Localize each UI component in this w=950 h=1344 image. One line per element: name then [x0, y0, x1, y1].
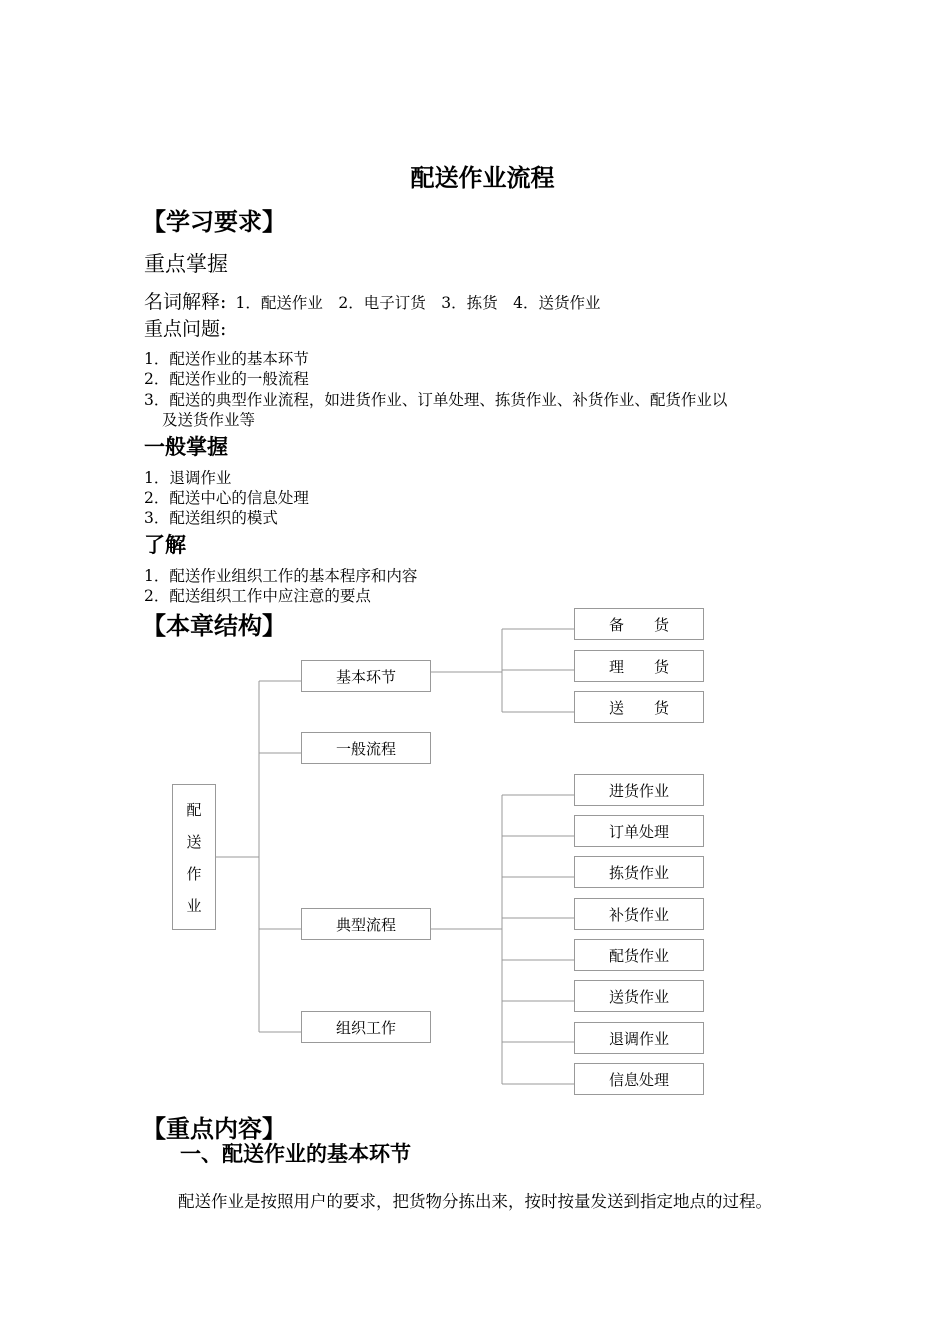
key-question-item: 3．配送的典型作业流程，如进货作业、订单处理、拣货作业、补货作业、配货作业以 [144, 391, 728, 409]
diagram-node-organization: 组织工作 [301, 1011, 431, 1043]
diagram-leaf-typical: 配货作业 [574, 939, 704, 971]
diagram-node-basic: 基本环节 [301, 660, 431, 692]
general-item: 2．配送中心的信息处理 [144, 489, 309, 507]
diagram-leaf-typical: 送货作业 [574, 980, 704, 1012]
terms-label: 名词解释: [144, 291, 227, 313]
terms-text: 1．配送作业 2．电子订货 3．拣货 4．送货作业 [235, 294, 601, 312]
diagram-root-char: 作 [186, 864, 202, 883]
diagram-root-box [172, 784, 216, 930]
subheading-general-mastery: 一般掌握 [144, 435, 228, 459]
diagram-leaf-typical: 信息处理 [574, 1063, 704, 1095]
diagram-leaf-typical: 进货作业 [574, 774, 704, 806]
subheading-basic-links: 一、配送作业的基本环节 [180, 1142, 411, 1166]
diagram-leaf-typical: 订单处理 [574, 815, 704, 847]
diagram-node-typical: 典型流程 [301, 908, 431, 940]
subheading-understand: 了解 [144, 533, 186, 557]
understand-item: 2．配送组织工作中应注意的要点 [144, 587, 371, 605]
page-title: 配送作业流程 [410, 164, 555, 192]
diagram-leaf-typical: 拣货作业 [574, 856, 704, 888]
key-questions-label: 重点问题: [144, 318, 227, 340]
diagram-leaf-typical: 退调作业 [574, 1022, 704, 1054]
diagram-root-char: 业 [186, 896, 202, 915]
key-question-item: 1．配送作业的基本环节 [144, 350, 309, 368]
section-heading-key-content: 【重点内容】 [142, 1115, 286, 1143]
diagram-leaf-deliver: 送 货 [574, 691, 704, 723]
understand-item: 1．配送作业组织工作的基本程序和内容 [144, 567, 418, 585]
diagram-root-char: 配 [186, 800, 202, 819]
section-heading-requirements: 【学习要求】 [142, 208, 286, 236]
paragraph-text: 配送作业是按照用户的要求，把货物分拣出来，按时按量发送到指定地点的过程。 [178, 1192, 772, 1211]
diagram-leaf-sort: 理 货 [574, 650, 704, 682]
subheading-key-mastery: 重点掌握 [144, 252, 228, 276]
key-question-item: 2．配送作业的一般流程 [144, 370, 309, 388]
diagram-node-general: 一般流程 [301, 732, 431, 764]
section-heading-structure: 【本章结构】 [142, 612, 286, 640]
general-item: 3．配送组织的模式 [144, 509, 278, 527]
key-question-item-continued: 及送货作业等 [162, 411, 256, 429]
diagram-leaf-prepare: 备 货 [574, 608, 704, 640]
diagram-leaf-typical: 补货作业 [574, 898, 704, 930]
general-item: 1．退调作业 [144, 469, 232, 487]
diagram-root-char: 送 [186, 832, 202, 851]
